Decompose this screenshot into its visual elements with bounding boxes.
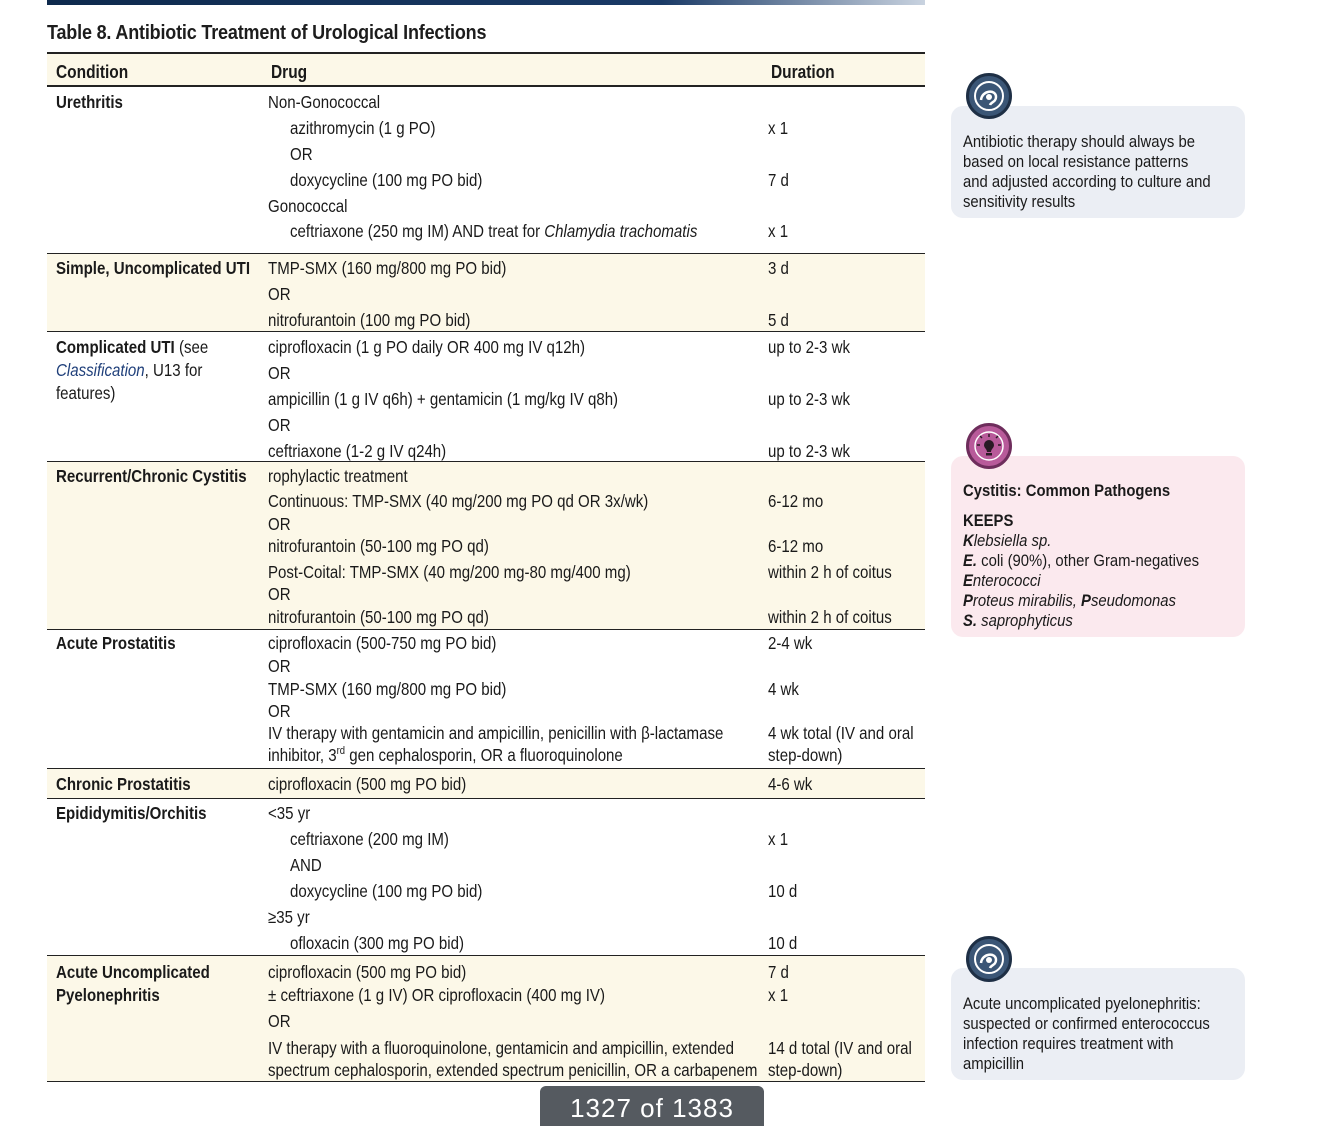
header-condition: Condition <box>56 62 129 82</box>
drug-line: ciprofloxacin (500 mg PO bid) <box>268 962 467 982</box>
drug-line: nitrofurantoin (50-100 mg PO qd) <box>268 536 489 556</box>
drug-line: ciprofloxacin (500 mg PO bid) <box>268 774 467 794</box>
drug-line: TMP-SMX (160 mg/800 mg PO bid) <box>268 258 507 278</box>
pathogen-item: Enterococci <box>963 572 1041 590</box>
duration-value: 14 d total (IV and oral <box>768 1038 912 1058</box>
duration-value: 10 d <box>768 933 798 953</box>
duration-value: 7 d <box>768 962 789 982</box>
drug-line: OR <box>290 144 313 164</box>
duration-value: up to 2-3 wk <box>768 441 850 461</box>
lightbulb-icon <box>966 423 1012 469</box>
duration-value: 5 d <box>768 310 789 330</box>
duration-value: 4 wk total (IV and oral <box>768 723 914 743</box>
duration-value: 2-4 wk <box>768 633 813 653</box>
condition-label: Acute Uncomplicated <box>56 962 210 982</box>
duration-value: 6-12 mo <box>768 491 824 511</box>
page-indicator[interactable]: 1327 of 1383 <box>540 1086 764 1126</box>
pathogen-item: Klebsiella sp. <box>963 532 1052 550</box>
drug-line: doxycycline (100 mg PO bid) <box>290 881 483 901</box>
drug-line: OR <box>268 284 291 304</box>
duration-value: 3 d <box>768 258 789 278</box>
table-row-chronic-prostatitis <box>47 769 925 799</box>
drug-line: ceftriaxone (1-2 g IV q24h) <box>268 441 447 461</box>
drug-line: inhibitor, 3rd gen cephalosporin, OR a fluoroquinolone <box>268 745 623 765</box>
drug-line: <35 yr <box>268 803 311 823</box>
duration-value: x 1 <box>768 221 789 241</box>
drug-line: ≥35 yr <box>268 907 310 927</box>
drug-line: Post-Coital: TMP-SMX (40 mg/200 mg-80 mg/400 mg) <box>268 562 631 582</box>
drug-line: ciprofloxacin (500-750 mg PO bid) <box>268 633 497 653</box>
duration-value: x 1 <box>768 985 789 1005</box>
table-title: Table 8. Antibiotic Treatment of Urological Infections <box>47 22 487 44</box>
drug-line: OR <box>268 656 291 676</box>
duration-value: 4 wk <box>768 679 799 699</box>
drug-line: OR <box>268 1011 291 1031</box>
note-pyelonephritis: Acute uncomplicated pyelonephritis: suspected or confirmed enterococcus infection requires treatment with ampicillin <box>951 968 1245 1080</box>
duration-value: within 2 h of coitus <box>768 607 892 627</box>
drug-line: OR <box>268 514 291 534</box>
duration-value: 6-12 mo <box>768 536 824 556</box>
drug-line: Gonococcal <box>268 196 348 216</box>
drug-line: OR <box>268 363 291 383</box>
drug-line: IV therapy with a fluoroquinolone, gentamicin and ampicillin, extended <box>268 1038 734 1058</box>
drug-line: ofloxacin (300 mg PO bid) <box>290 933 465 953</box>
drug-line: OR <box>268 584 291 604</box>
drug-line: TMP-SMX (160 mg/800 mg PO bid) <box>268 679 507 699</box>
drug-line: rophylactic treatment <box>268 466 408 486</box>
duration-value: 4-6 wk <box>768 774 813 794</box>
condition-label: Epididymitis/Orchitis <box>56 803 207 823</box>
table-row-urethritis <box>47 87 925 254</box>
duration-value: step-down) <box>768 745 843 765</box>
drug-line: azithromycin (1 g PO) <box>290 118 436 138</box>
drug-line: nitrofurantoin (100 mg PO bid) <box>268 310 471 330</box>
pathogen-item: E. coli (90%), other Gram-negatives <box>963 552 1200 570</box>
pathogen-item: Proteus mirabilis, Pseudomonas <box>963 592 1176 610</box>
table-row-simple-uti <box>47 254 925 332</box>
ear-icon <box>966 936 1012 982</box>
drug-line: ceftriaxone (250 mg IM) AND treat for Chlamydia trachomatis <box>290 221 698 241</box>
duration-value: up to 2-3 wk <box>768 337 850 357</box>
pathogen-item: S. saprophyticus <box>963 612 1073 630</box>
drug-line: AND <box>290 855 322 875</box>
ear-icon <box>966 73 1012 119</box>
drug-line: Continuous: TMP-SMX (40 mg/200 mg PO qd OR 3x/wk) <box>268 491 649 511</box>
note-resistance: Antibiotic therapy should always be based on local resistance patterns and adjusted according to culture and sensitivity results <box>951 106 1245 218</box>
drug-line: OR <box>268 701 291 721</box>
duration-value: within 2 h of coitus <box>768 562 892 582</box>
header-rule <box>47 0 925 5</box>
table-row-recurrent-cystitis <box>47 462 925 630</box>
table-row-epididymitis <box>47 799 925 956</box>
drug-line: ciprofloxacin (1 g PO daily OR 400 mg IV q12h) <box>268 337 586 357</box>
drug-line: nitrofurantoin (50-100 mg PO qd) <box>268 607 489 627</box>
drug-line: ceftriaxone (200 mg IM) <box>290 829 449 849</box>
antibiotic-table <box>47 52 925 1082</box>
table-header <box>47 52 925 87</box>
duration-value: 7 d <box>768 170 789 190</box>
table-row-pyelonephritis: Acute Uncomplicated Pyelonephritis ciprofloxacin (500 mg PO bid) 7 d ± ceftriaxone (1 g IV) OR ciprofloxacin (400 mg IV) x 1 OR IV therapy with a fluoroquinolone, gentamicin and ampicillin, extended 14 d total (IV and oral spectrum cephalosporin, extended spectrum penicillin, OR a carbapenem step-down) <box>47 956 925 1082</box>
condition-label: Recurrent/Chronic Cystitis <box>56 466 247 486</box>
condition-label: Complicated UTI <box>56 337 175 357</box>
duration-value: x 1 <box>768 829 789 849</box>
drug-line: OR <box>268 415 291 435</box>
condition-label: Chronic Prostatitis <box>56 774 191 794</box>
condition-label: Urethritis <box>56 92 123 112</box>
drug-line: spectrum cephalosporin, extended spectrum penicillin, OR a carbapenem <box>268 1060 758 1080</box>
drug-line: Non-Gonococcal <box>268 92 381 112</box>
table-row-complicated-uti: Complicated UTI (see Classification, U13 for features) ciprofloxacin (1 g PO daily OR 400 mg IV q12h) up to 2-3 wk OR ampicillin (1 g IV q6h) + gentamicin (1 mg/kg IV q8h) up to 2-3 wk OR ceftriaxone (1-2 g IV q24h) up to 2-3 wk <box>47 332 925 462</box>
header-drug: Drug <box>271 62 308 82</box>
condition-label: Simple, Uncomplicated UTI <box>56 258 251 278</box>
drug-line: ± ceftriaxone (1 g IV) OR ciprofloxacin (400 mg IV) <box>268 985 605 1005</box>
drug-line: IV therapy with gentamicin and ampicillin, penicillin with β-lactamase <box>268 723 724 743</box>
drug-line: doxycycline (100 mg PO bid) <box>290 170 483 190</box>
classification-link[interactable]: Classification <box>56 360 145 380</box>
duration-value: step-down) <box>768 1060 843 1080</box>
note-pathogens: Cystitis: Common Pathogens KEEPS Klebsiella sp. E. coli (90%), other Gram-negatives Enterococci Proteus mirabilis, Pseudomonas S. saprophyticus <box>951 456 1245 637</box>
duration-value: 10 d <box>768 881 798 901</box>
drug-line: ampicillin (1 g IV q6h) + gentamicin (1 mg/kg IV q8h) <box>268 389 619 409</box>
header-duration: Duration <box>771 62 835 82</box>
table-row-acute-prostatitis <box>47 630 925 769</box>
duration-value: x 1 <box>768 118 789 138</box>
condition-label: Acute Prostatitis <box>56 633 176 653</box>
duration-value: up to 2-3 wk <box>768 389 850 409</box>
